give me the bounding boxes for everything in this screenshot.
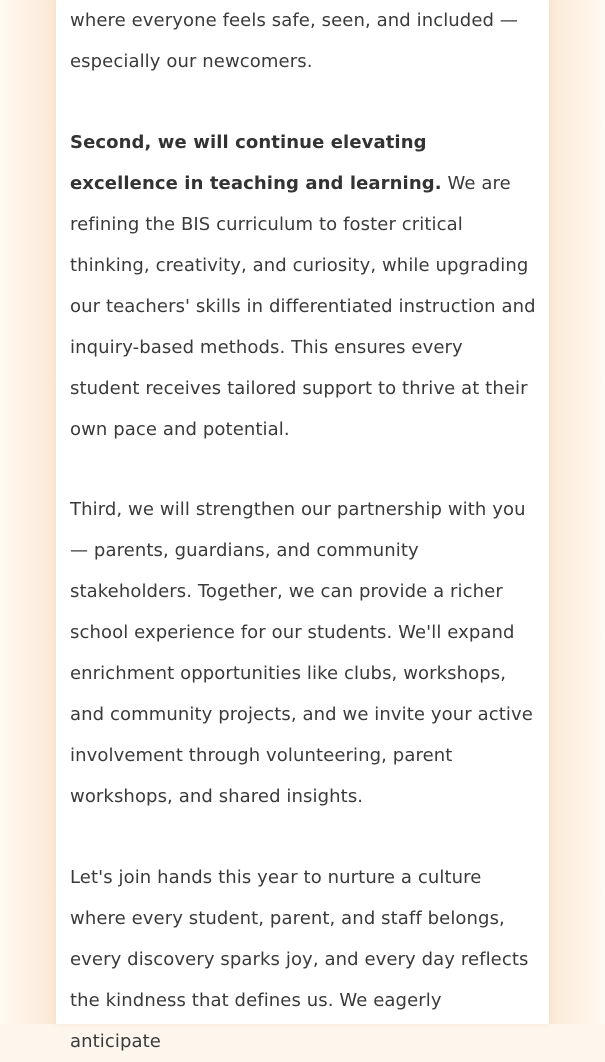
paragraph-join-hands-text: Let's join hands this year to nurture a culture where every student, parent, and staff belongs, every discovery sparks joy, and every day reflects the kindness that defines us. We eagerly anticipate xyxy=(70,867,529,1052)
paragraph-newcomers-text: where everyone feels safe, seen, and included — especially our newcomers. xyxy=(70,10,518,72)
paragraph-teaching-excellence xyxy=(70,122,538,450)
paragraph-newcomers xyxy=(70,0,538,82)
letter-paper xyxy=(56,0,549,1052)
paragraph-partnership xyxy=(70,489,538,817)
paragraph-partnership-text: Third, we will strengthen our partnership with you — parents, guardians, and community stakeholders. Together, we can provide a richer school experience for our students. We'll expand enrichment opportunities like clubs, workshops, and community projects, and we invite your active involvement through volunteering, parent workshops, and shared insights. xyxy=(70,499,533,807)
paragraph-join-hands xyxy=(70,857,538,1062)
paragraph-teaching-heading: Second, we will continue elevating excellence in teaching and learning. xyxy=(70,132,442,194)
paragraph-teaching-text: We are refining the BIS curriculum to foster critical thinking, creativity, and curiosity, while upgrading our teachers' skills in differentiated instruction and inquiry-based methods. This ensures every student receives tailored support to thrive at their own pace and potential. xyxy=(70,173,536,440)
